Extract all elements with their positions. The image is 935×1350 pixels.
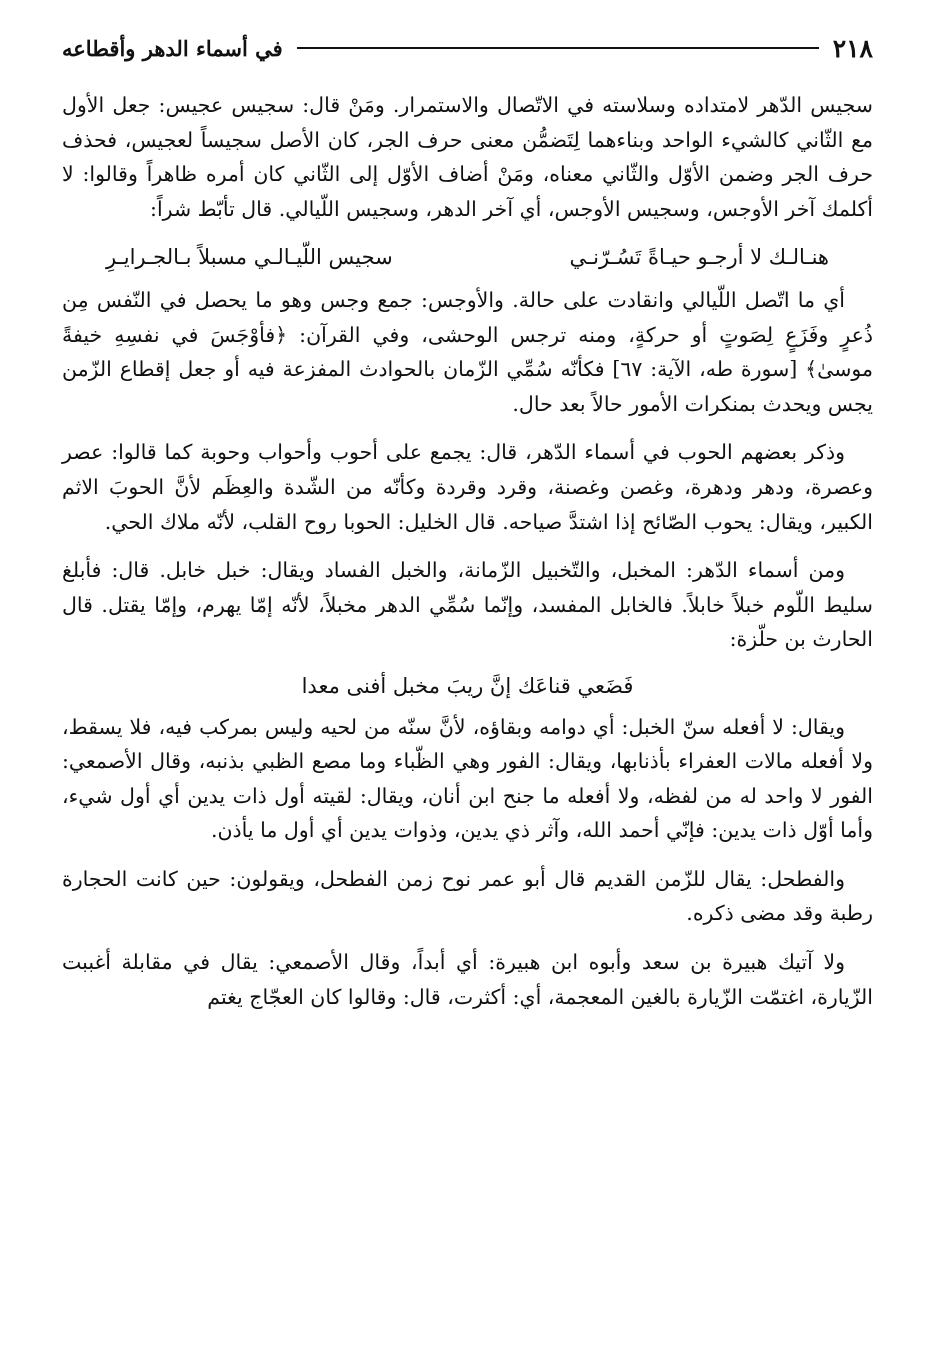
verse-1 [62,240,873,275]
paragraph-1: سجيس الدّهر لامتداده وسلاسته في الاتّصال والاستمرار. ومَنْ قال: سجيس عجيس: جعل الأول مع الثّاني كالشيء الواحد وبناءهما لِتَضمُّن معنى حرف الجر، كان الأصل سجيساً لعجيس، فحذف حرف الجر وضمن الأوّل والثّاني معناه، ومَنْ أضاف الأوّل إلى الثّاني كان أمره ظاهراً وقالوا: لا أكلمك آخر الأوجس، وسجيس الأوجس، أي آخر الدهر، وسجيس اللّيالي. قال تأبّط شراً: [62,93,873,221]
header-rule [297,47,819,49]
paragraph-5: ويقال: لا أفعله سنّ الخبل: أي دوامه وبقاؤه، لأنَّ سنّه من لحيه وليس بمركب فيه، فلا يسقط، ولا أفعله مالات العفراء بأذنابها، ويقال: الفور وهي الظّباء وما مصع الظبي بذنبه، وقال الأصمعي: الفور لا واحد له من لفظه، ولا أفعله ما جنح ابن أنان، ويقال: لقيته أول ذات يدين أي أول شيء، وأما أوّل ذات يدين: فإنّي أحمد الله، وآثر ذي يدين، وذوات يدين أي أول ما يأذن. [62,714,873,843]
paragraph-6: والفطحل: يقال للزّمن القديم قال أبو عمر نوح زمن الفطحل، ويقولون: حين كانت الحجارة رطبة وقد مضى ذكره. [62,866,873,926]
paragraph-4: ومن أسماء الدّهر: المخبل، والتّخبيل الزّمانة، والخبل الفساد ويقال: خبل خابل. قال: فأبلغ سليط اللّوم خبلاً خابلاً. فالخابل المفسد، وإنّما سُمِّي الدهر مخبلاً، لأنّه إمّا يهرم، وإمّا يقتل. قال الحارث بن حلّزة: [62,558,873,652]
chapter-title: في أسماء الدهر وأقطاعه [62,35,283,61]
running-header [62,28,873,68]
verse-2: فَضَعي قناعَك إنَّ ريبَ مخبل أفنى معدا [301,673,634,698]
verse-1-first-hemistich: هنـالـك لا أرجـو حيـاةً تَسُـرّنـي [569,245,829,270]
paragraph-7: ولا آتيك هبيرة بن سعد وأبوه ابن هبيرة: أي أبداً، وقال الأصمعي: يقال في مقابلة أغببت الزّيارة، اغتمّت الزّيارة بالغين المعجمة، أي: أكثرت، قال: وقالوا كان العجّاج يغتم [62,950,873,1009]
paragraph-2: أي ما اتّصل اللّيالي وانقادت على حالة. والأوجس: جمع وجس وهو ما يحصل في النّفس مِن ذُعرٍ وفَزَعٍ لِصَوتٍ أو حركةٍ، ومنه ترجس الوحشى، وفي القرآن: ﴿فأوْجَسَ في نفسِهِ خيفةً موسىٰ﴾ [سورة طه، الآية: ٦٧] فكأنّه سُمِّي الزّمان بالحوادث المفزعة فيه أو جعل إقطاع الزّمن يجس ويحدث بمنكرات الأمور حالاً بعد حال. [62,287,873,416]
paragraph-3: وذكر بعضهم الحوب في أسماء الدّهر، قال: يجمع على أحوب وأحواب وحوبة كما قالوا: عصر وعصرة، ودهر ودهرة، وغصن وغصنة، وقرد وقردة وكأنّه من الشّدة والعِظَم لأنَّ الحوبَ الاثم الكبير، ويقال: يحوب الصّائح إذا اشتدَّ صياحه. قال الخليل: الحوبا روح القلب، لأنّه ملاك الحي. [62,440,873,534]
verse-1-second-hemistich: سجيس اللّيـالـي مسبلاً بـالجـرايـرِ [106,245,393,270]
page-body [62,88,873,1014]
page-number: ٢١٨ [832,33,873,63]
